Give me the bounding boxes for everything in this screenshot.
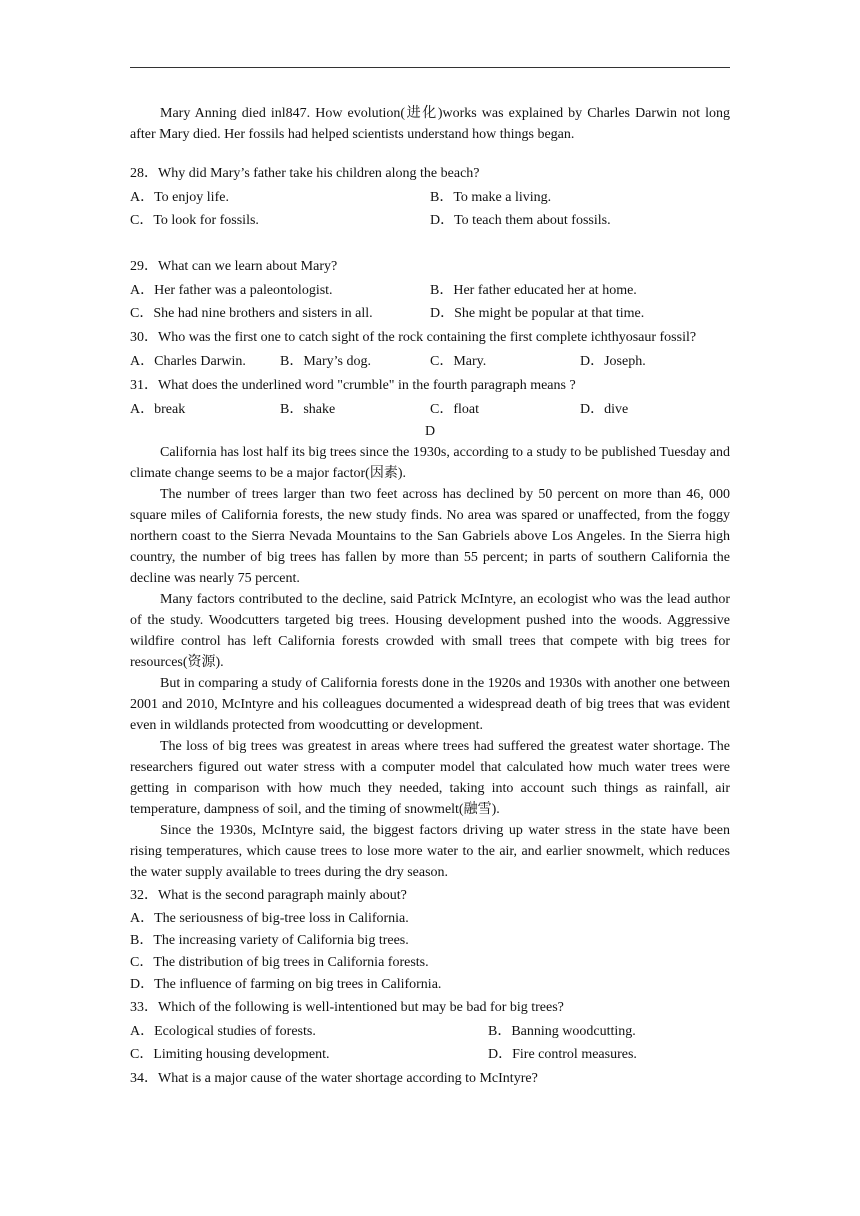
option-d: D．The influence of farming on big trees in California.	[130, 977, 442, 992]
section-d	[130, 421, 730, 883]
option-c: C．Limiting housing development.	[130, 1047, 330, 1062]
option-d: D．To teach them about fossils.	[430, 213, 611, 228]
option-a: A．The seriousness of big-tree loss in California.	[130, 911, 409, 926]
option-a: A．Charles Darwin.	[130, 354, 246, 369]
question-29	[130, 256, 730, 325]
question-text: 34．What is a major cause of the water shortage according to McIntyre?	[130, 1071, 538, 1086]
option-a: A．To enjoy life.	[130, 190, 229, 205]
option-d: D．dive	[580, 402, 629, 417]
question-text: 28．Why did Mary’s father take his children along the beach?	[130, 166, 480, 181]
paragraph-2: The number of trees larger than two feet across has declined by 50 percent on more than 46, 000 square miles of California forests, the new study finds. No area was spared or unaffected, from the foggy northern coast to the Sierra Nevada Mountains to the San Gabriels above Los Angeles. In the Sierra high country, the number of big trees has fallen by more than 55 percent; in parts of southern California the decline was nearly 75 percent.	[130, 487, 730, 586]
question-32	[130, 885, 730, 995]
option-c: C．She had nine brothers and sisters in all.	[130, 306, 373, 321]
option-b: B．To make a living.	[430, 190, 552, 205]
option-c: C．To look for fossils.	[130, 213, 259, 228]
section-heading: D	[424, 424, 436, 439]
option-a: A．Ecological studies of forests.	[130, 1024, 316, 1039]
paragraph-1: California has lost half its big trees since the 1930s, according to a study to be published Tuesday and climate change seems to be a major factor(因素).	[130, 445, 730, 481]
question-31	[130, 375, 730, 421]
question-28	[130, 163, 730, 232]
passage-c-ending: Mary Anning died inl847. How evolution(进化)works was explained by Charles Darwin not long after Mary died. Her fossils had helped scientists understand how things began.	[130, 106, 730, 142]
option-c: C．The distribution of big trees in California forests.	[130, 955, 429, 970]
option-b: B．shake	[280, 402, 336, 417]
question-33	[130, 997, 730, 1066]
document-page	[130, 103, 730, 1091]
question-text: 30．Who was the first one to catch sight of the rock containing the first complete ichthyosaur fossil?	[130, 330, 697, 345]
header-rule	[130, 67, 730, 68]
question-text: 29．What can we learn about Mary?	[130, 259, 338, 274]
option-c: C．Mary.	[430, 354, 487, 369]
question-text: 31．What does the underlined word "crumble" in the fourth paragraph means ?	[130, 378, 576, 393]
paragraph-6: Since the 1930s, McIntyre said, the biggest factors driving up water stress in the state have been rising temperatures, which cause trees to lose more water to the air, and earlier snowmelt, which reduces the water supply available to trees during the dry season.	[130, 823, 730, 880]
question-text: 32．What is the second paragraph mainly about?	[130, 888, 407, 903]
option-a: A．break	[130, 402, 186, 417]
option-b: B．Her father educated her at home.	[430, 283, 637, 298]
question-30	[130, 327, 730, 373]
option-d: D．She might be popular at that time.	[430, 306, 645, 321]
question-text: 33．Which of the following is well-intentioned but may be bad for big trees?	[130, 1000, 564, 1015]
option-b: B．The increasing variety of California big trees.	[130, 933, 409, 948]
option-d: D．Joseph.	[580, 354, 646, 369]
paragraph-3: Many factors contributed to the decline, said Patrick McIntyre, an ecologist who was the lead author of the study. Woodcutters targeted big trees. Housing development pushed into the woods. Aggressive wildfire control has left California forests crowded with small trees that compete with big trees for resources(资源).	[130, 592, 730, 670]
option-c: C．float	[430, 402, 479, 417]
paragraph-4: But in comparing a study of California forests done in the 1920s and 1930s with another one between 2001 and 2010, McIntyre and his colleagues documented a widespread death of big trees that was evident even in wildlands protected from woodcutting or development.	[130, 676, 730, 733]
option-b: B．Mary’s dog.	[280, 354, 371, 369]
question-34	[130, 1068, 730, 1089]
option-a: A．Her father was a paleontologist.	[130, 283, 333, 298]
option-b: B．Banning woodcutting.	[488, 1024, 636, 1039]
option-d: D．Fire control measures.	[488, 1047, 637, 1062]
paragraph-5: The loss of big trees was greatest in areas where trees had suffered the greatest water shortage. The researchers figured out water stress with a computer model that calculated how much water trees were getting in comparison with how much they needed, taking into account such things as rainfall, air temperature, dampness of soil, and the timing of snowmelt(融雪).	[130, 739, 730, 817]
